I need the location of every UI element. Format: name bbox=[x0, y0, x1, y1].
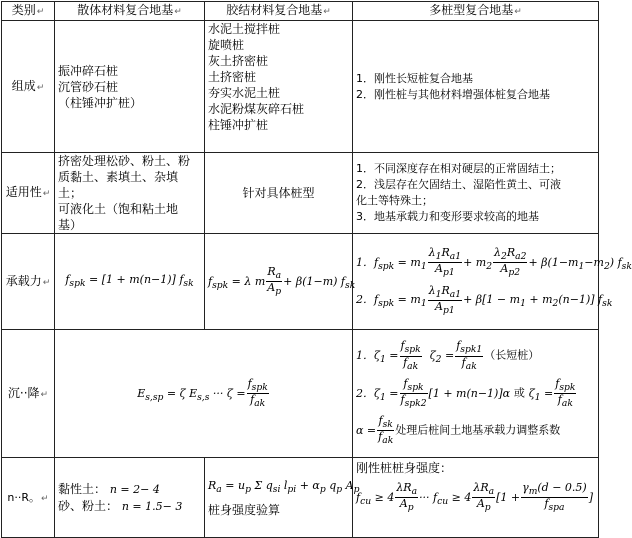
header-row bbox=[2, 2, 599, 21]
applicability-row bbox=[2, 153, 599, 234]
nr-cemented bbox=[205, 458, 360, 538]
applicability-multi: 1．不同深度存在相对硬层的正常固结土； 2．浅层存在欠固结土、湿陷性黄土、可液 化土等特殊土； 3．地基承载力和变形要求较高的地基 bbox=[353, 153, 599, 234]
applicability-discrete: 挤密处理松砂、粉土、粉 质黏土、素填土、杂填土； 可液化土（饱和粘土地 基） bbox=[55, 153, 205, 234]
capacity-row bbox=[2, 234, 599, 330]
nr-multi-formula: $f_{cu} \ge 4$ $\frac{\lambda R_a}{A_p}$ ··· $f_{cu} \ge 4$ $\frac{\lambda R_a}{A_p}$ [1 + $\frac{\gamma_m(d - 0.5)}{f_{spa}}$ ] bbox=[356, 481, 594, 514]
header-category: 类别↵ bbox=[2, 2, 55, 21]
settlement-alpha: α = $\frac{f_{sk}}{f_{ak}}$ 处理后桩间土地基承载力调整系数 bbox=[356, 414, 561, 447]
applicability-label: 适用性↵ bbox=[2, 153, 55, 234]
nr-row bbox=[2, 458, 599, 538]
header-multi: 多桩型复合地基↵ bbox=[353, 2, 599, 21]
composition-row bbox=[2, 21, 599, 153]
capacity-label: 承载力↵ bbox=[2, 234, 55, 330]
nr-clay: 黏性土： n = 2− 4 bbox=[58, 481, 160, 496]
applicability-cemented: 针对具体桩型 bbox=[205, 153, 353, 234]
capacity-multi-formula-1: 1．$f_{spk} = m_1$ $\frac{\lambda_1R_{a1}}{A_{p1}}$ + $m_2$ $\frac{\lambda_2R_{a2}}{A_{p2}}$ + $\beta(1-m_1-m_2)$ $f_{sk}$ bbox=[356, 246, 632, 279]
composite-foundation-table bbox=[1, 1, 632, 538]
composition-discrete: 振冲碎石桩 沉管砂石桩 （柱锤冲扩桩） bbox=[55, 21, 205, 153]
settlement-item-2: 2．$\zeta_1$ = $\frac{f_{spk}}{f_{spk2}}$ [1 + m(n−1)]α 或 $\zeta_1$ = $\frac{f_{spk}}{f_{ak}}$ bbox=[356, 376, 576, 410]
capacity-cemented-formula: $f_{spk} = \lambda$ m $\frac{R_a}{A_p}$ + β(1−m) $f_{sk}$ bbox=[205, 234, 353, 330]
nr-discrete bbox=[55, 458, 205, 538]
settlement-item-1: 1．$\zeta_1$ = $\frac{f_{spk}}{f_{ak}}$ $\zeta_2$ = $\frac{f_{spk1}}{f_{ak}}$ （长短桩） bbox=[356, 339, 540, 372]
capacity-multi-formulas bbox=[353, 234, 632, 330]
capacity-discrete-formula: $f_{spk} = [1 + m(n-1)]$ $f_{sk}$ bbox=[55, 234, 205, 330]
nr-cemented-note: 桩身强度验算 bbox=[208, 503, 281, 518]
composition-label: 组成↵ bbox=[2, 21, 55, 153]
composition-cemented: 水泥土搅拌桩 旋喷桩 灰土挤密桩 土挤密桩 夯实水泥土桩 水泥粉煤灰碎石桩 柱锤冲扩桩 bbox=[205, 21, 353, 153]
nr-label: n··R。↵ bbox=[2, 458, 55, 538]
nr-sand: 砂、粉土： n = 1.5− 3 bbox=[58, 498, 183, 513]
capacity-multi-formula-2: 2．$f_{spk} = m_1$ $\frac{\lambda_1R_{a1}}{A_{p1}}$ + $\beta[1 - m_1 + m_2(n-1)]$ $f_{sk}$ bbox=[356, 283, 613, 316]
nr-cemented-formula: $R_a = u_p$ Σ $q_{si}$ $l_{pi} + \alpha_p$ $q_p$ $A_p$ bbox=[208, 478, 360, 496]
header-discrete: 散体材料复合地基↵ bbox=[55, 2, 205, 21]
nr-multi bbox=[353, 458, 599, 538]
header-cemented: 胶结材料复合地基↵ bbox=[205, 2, 353, 21]
settlement-row bbox=[2, 330, 599, 458]
settlement-shared-formula: $E_{s,sp} = \zeta$ $E_{s,s}$ ··· ζ = $\frac{f_{spk}}{f_{ak}}$ bbox=[55, 330, 353, 458]
composition-multi: 1．刚性长短桩复合地基 2．刚性桩与其他材料增强体桩复合地基 bbox=[353, 21, 599, 153]
nr-multi-title: 刚性桩桩身强度： bbox=[356, 461, 453, 475]
settlement-multi bbox=[353, 330, 599, 458]
settlement-label: 沉··降↵ bbox=[2, 330, 55, 458]
